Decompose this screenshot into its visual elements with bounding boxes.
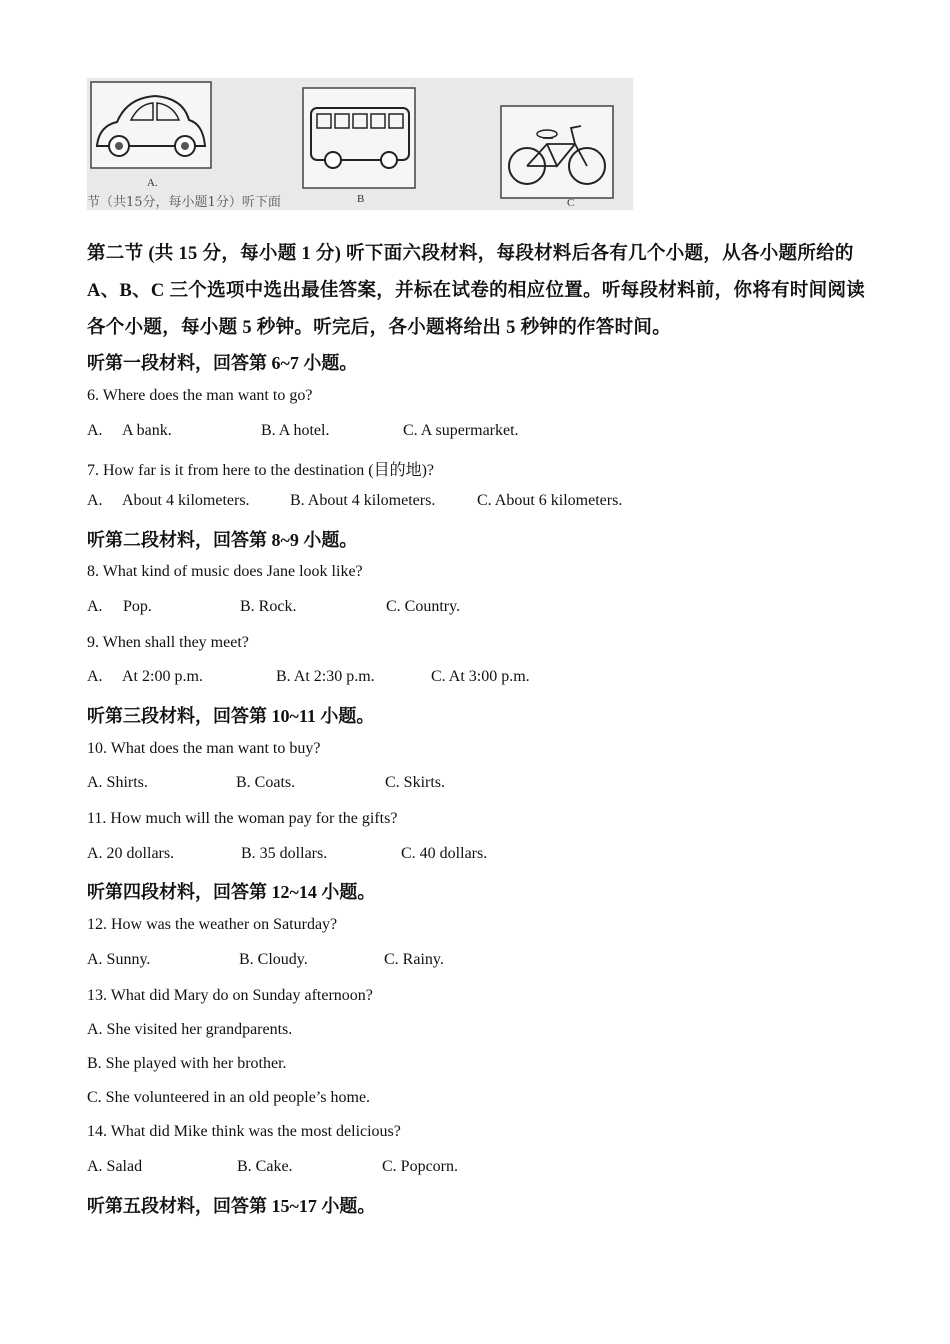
q13-option-c: C. She volunteered in an old people’s home. — [87, 1089, 371, 1106]
q10-option-a: A. Shirts. — [87, 774, 148, 791]
q8-option-a-letter: A. — [87, 598, 103, 615]
q11-option-a: A. 20 dollars. — [87, 845, 175, 862]
question-7: 7. How far is it from here to the destination (目的地)? — [87, 462, 435, 479]
q7-option-a-letter: A. — [87, 492, 103, 509]
q7-option-a: About 4 kilometers. — [122, 492, 250, 509]
q12-option-c: C. Rainy. — [384, 951, 444, 968]
section-instructions: 第二节 (共 15 分，每小题 1 分) 听下面六段材料，每段材料后各有几个小题，从各小题所给的 A、B、C 三个选项中选出最佳答案，并标在试卷的相应位置。听每段材料前，你将有时间阅读各个小题，每小题 5 秒钟。听完后，各小题将给出 5 秒钟的作答时间。 — [87, 244, 866, 338]
picture-label-b: B — [357, 193, 365, 205]
section-heading-3: 听第三段材料，回答第 10~11 小题。 — [87, 706, 375, 726]
question-13: 13. What did Mary do on Sunday afternoon? — [87, 987, 373, 1004]
q7-option-b: B. About 4 kilometers. — [290, 492, 436, 509]
bus-picture — [303, 88, 415, 188]
q8-option-b: B. Rock. — [240, 598, 297, 615]
q10-option-c: C. Skirts. — [385, 774, 446, 791]
question-14: 14. What did Mike think was the most delicious? — [87, 1123, 401, 1140]
q8-option-a: Pop. — [123, 598, 152, 615]
q8-option-c: C. Country. — [386, 598, 461, 615]
q14-option-b: B. Cake. — [237, 1158, 293, 1175]
question-picture-strip — [87, 78, 633, 210]
q9-option-a-letter: A. — [87, 668, 103, 685]
section-heading-1: 听第一段材料，回答第 6~7 小题。 — [87, 353, 358, 373]
q14-option-c: C. Popcorn. — [382, 1158, 458, 1175]
q12-option-b: B. Cloudy. — [239, 951, 308, 968]
question-10: 10. What does the man want to buy? — [87, 740, 321, 757]
q12-option-a: A. Sunny. — [87, 951, 151, 968]
cropped-caption: 节（共15分，每小题1分）听下面 — [87, 195, 281, 210]
q14-option-a: A. Salad — [87, 1158, 143, 1175]
q9-option-a: At 2:00 p.m. — [122, 668, 203, 685]
section-heading-5: 听第五段材料，回答第 15~17 小题。 — [87, 1196, 376, 1216]
bicycle-picture — [501, 106, 613, 198]
question-11: 11. How much will the woman pay for the gifts? — [87, 810, 398, 827]
q6-option-c: C. A supermarket. — [403, 422, 519, 439]
q11-option-c: C. 40 dollars. — [401, 845, 488, 862]
q9-option-c: C. At 3:00 p.m. — [431, 668, 530, 685]
vehicle-pictures — [87, 78, 633, 210]
picture-label-c: C — [567, 197, 575, 209]
q9-option-b: B. At 2:30 p.m. — [276, 668, 375, 685]
question-9: 9. When shall they meet? — [87, 634, 249, 651]
q6-option-a: A bank. — [122, 422, 172, 439]
q11-option-b: B. 35 dollars. — [241, 845, 328, 862]
q13-option-a: A. She visited her grandparents. — [87, 1021, 293, 1038]
car-picture — [91, 82, 211, 168]
q10-option-b: B. Coats. — [236, 774, 296, 791]
section-heading-2: 听第二段材料，回答第 8~9 小题。 — [87, 530, 358, 550]
q6-option-a-letter: A. — [87, 422, 103, 439]
q13-option-b: B. She played with her brother. — [87, 1055, 287, 1072]
picture-label-a: A. — [147, 177, 158, 189]
question-12: 12. How was the weather on Saturday? — [87, 916, 338, 933]
section-heading-4: 听第四段材料，回答第 12~14 小题。 — [87, 882, 376, 902]
q7-option-c: C. About 6 kilometers. — [477, 492, 623, 509]
question-6: 6. Where does the man want to go? — [87, 387, 313, 404]
question-8: 8. What kind of music does Jane look like? — [87, 563, 363, 580]
q6-option-b: B. A hotel. — [261, 422, 330, 439]
